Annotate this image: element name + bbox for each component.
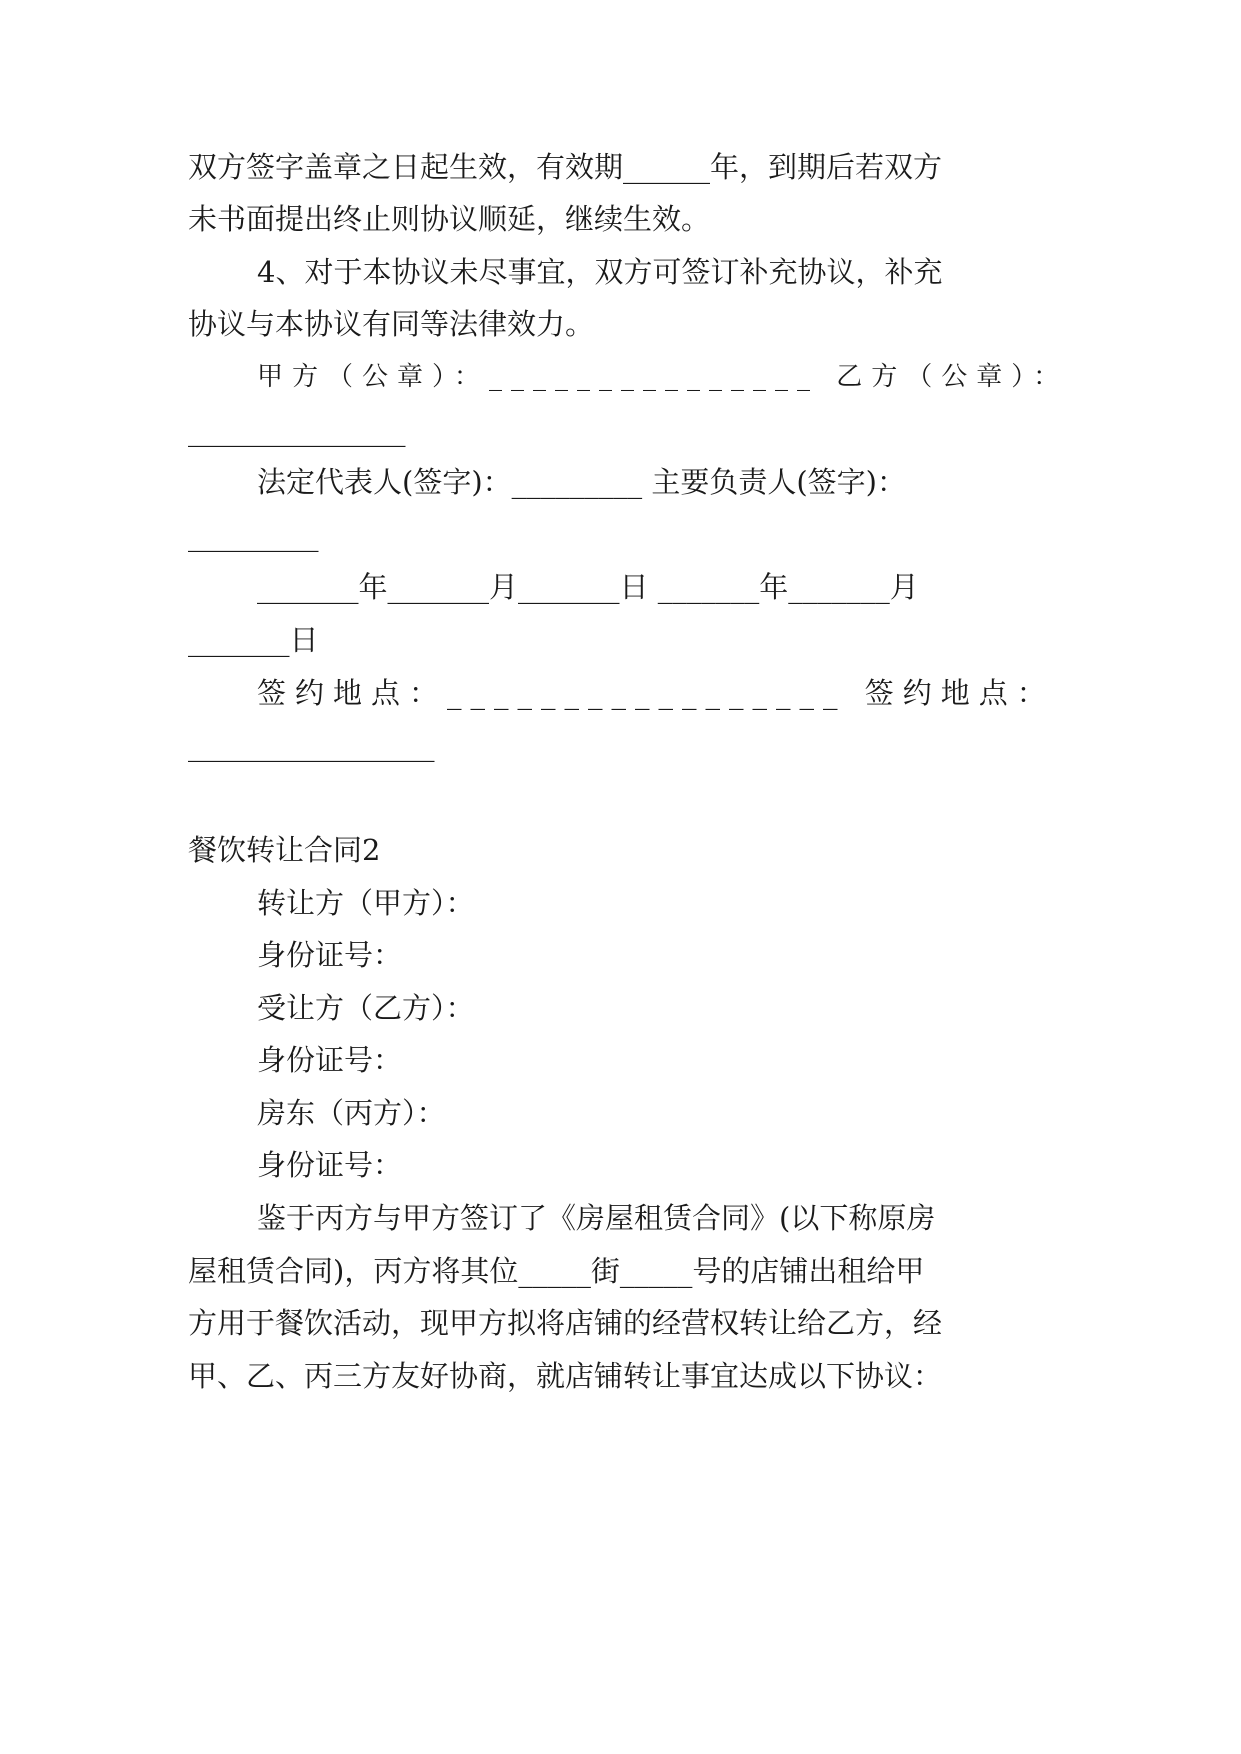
seal-line-1: 甲方（公章）：_______________ 乙方（公章）： <box>257 362 1068 392</box>
signing-place-line-1: 签约地点：_________________ 签约地点： <box>257 676 1055 710</box>
transferor-id-label: 身份证号： <box>257 938 403 972</box>
landlord-label: 房东（丙方）： <box>257 1096 446 1130</box>
contract-title: 餐饮转让合同2 <box>188 833 381 867</box>
representative-line-2: _________ <box>188 518 319 552</box>
seal-line-2: _______________ <box>188 413 406 447</box>
intro-line-3: 方用于餐饮活动，现甲方拟将店铺的经营权转让给乙方，经 <box>188 1306 943 1340</box>
signing-place-line-2: _________________ <box>188 728 435 762</box>
transferor-label: 转让方（甲方）： <box>257 886 475 920</box>
date-line-2: _______日 <box>188 623 319 657</box>
transferee-id-label: 身份证号： <box>257 1043 403 1077</box>
representative-line-1: 法定代表人(签字)：_________ 主要负责人(签字)： <box>257 465 906 499</box>
intro-line-2: 屋租赁合同)，丙方将其位_____街_____号的店铺出租给甲 <box>188 1254 925 1288</box>
intro-line-4: 甲、乙、丙三方友好协商，就店铺转让事宜达成以下协议： <box>188 1359 943 1393</box>
clause-3-line-1: 双方签字盖章之日起生效，有效期______年，到期后若双方 <box>188 150 943 184</box>
clause-4-line-2: 协议与本协议有同等法律效力。 <box>188 307 595 341</box>
intro-line-1: 鉴于丙方与甲方签订了《房屋租赁合同》(以下称原房 <box>257 1201 936 1235</box>
clause-4-line-1: 4、对于本协议未尽事宜，双方可签订补充协议，补充 <box>257 255 943 289</box>
date-line-1: _______年_______月_______日 _______年_______月 <box>257 570 919 604</box>
transferee-label: 受让方（乙方）： <box>257 991 475 1025</box>
landlord-id-label: 身份证号： <box>257 1148 403 1182</box>
clause-3-line-2: 未书面提出终止则协议顺延，继续生效。 <box>188 202 711 236</box>
